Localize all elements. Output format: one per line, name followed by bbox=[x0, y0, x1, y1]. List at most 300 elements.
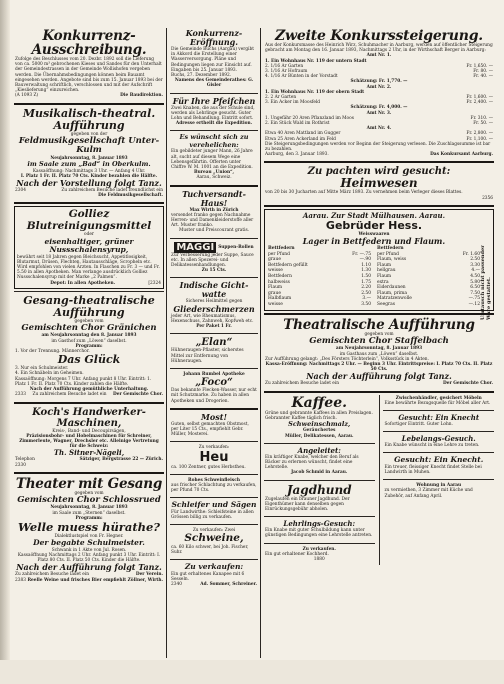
price-label: hellgrau bbox=[377, 268, 396, 274]
ad-footer: Zu zahlreichem Besuche ladet ein bbox=[15, 572, 89, 578]
ad-angeleitet bbox=[264, 446, 375, 478]
ad-text: Guten, selbst gemachten Obstmost, per Liter 15 Cts., empfiehlt Gebr. Müller, Mosterei. bbox=[171, 421, 249, 438]
lot-row-label: 2. Ein Stück Wald im Rothrist bbox=[265, 121, 330, 127]
column-left bbox=[14, 28, 164, 660]
ad-text: Aus der Konkursmasse des Heinrich Wirz, Schuhmacher in Aarburg, werden auf öffentlicher Steigerung gebracht am Montag den 16. Januar 1893, Nachmittags 2 Uhr, in der Wirthschaft Berger in Aarburg: bbox=[265, 43, 493, 54]
ad-info: Kassaöffnung: Morgens 7 Uhr. Anfang punkt 8 Uhr. Eintritt: 1. Platz 1 Fr. II. Platz 70 Cts. Kinder zahlen die Hälfte. bbox=[15, 376, 152, 387]
ad-lebelangs bbox=[383, 434, 494, 450]
ad-info: Kassaöffnung: Nachmittags 3 Uhr. — Anfang 4 Uhr. bbox=[32, 168, 146, 174]
ad-price: Per Paket 1 Fr. bbox=[196, 324, 232, 330]
ad-zu-verkaufen bbox=[170, 562, 258, 589]
price-label: Bettfedern bbox=[268, 274, 292, 280]
lot-row-value: Fr. 40. — bbox=[473, 74, 493, 80]
ad-firm: Max Wirth in Zürich bbox=[189, 207, 239, 213]
lot-row-label: 2. 2 Ar Garten bbox=[265, 95, 297, 101]
ad-schweine bbox=[170, 527, 258, 557]
ad-elan bbox=[170, 336, 258, 366]
ad-title: Wohnung in Aarau bbox=[416, 483, 462, 489]
price-value: 1.50 bbox=[361, 274, 371, 280]
ad-title: Golliez Blutreinigungsmittel bbox=[26, 208, 152, 232]
ad-headline: „Elan“ bbox=[195, 337, 233, 349]
ad-text: bewährt seit 18 Jahren gegen Bleichsucht, Appetitlosigkeit, Blutarmut, Drüsen, Flechten, Hautausschläge, Scropheln etc. Wird empfohlen von vielen Ärzten. In Flaschen zu Fr. 3 — und Fr. 5.50 in allen Apotheken. Man verlange ausdrücklich Golliez Nussschalensyrup mit der Marke „2 Palmen“. bbox=[17, 254, 160, 281]
program-item: 4. Ein Schnäbeln im Geheimen. bbox=[15, 371, 84, 377]
price-value: 3.30 bbox=[470, 262, 480, 268]
divider bbox=[264, 205, 494, 207]
ad-subtitle: Kreis-, Band- und Decoupirsägen, bbox=[52, 428, 126, 434]
ad-text: Zur Aufführung gelangt: „Des Försters Töchterlein“, Volksstück in 4 Akten. bbox=[265, 356, 429, 362]
ad-depot: Depot: In allen Apotheken. bbox=[50, 280, 116, 286]
ad-text: Ein gebildeter junger Mann, 26 Jahre alt, sucht auf diesem Wege eine Lebensgefährtin. Offerten unter Chiffre W. M. 1001 an die Expedition. bbox=[171, 149, 253, 171]
ad-lehrlings bbox=[264, 519, 375, 540]
ad-bureau: Bureau „Union“, bbox=[193, 170, 235, 176]
ad-code: 2340 bbox=[171, 582, 182, 588]
ad-society: Feldmusikgesellschaft Unter-Kulm bbox=[18, 135, 160, 156]
ad-footer: Muster und Preiscourant gratis. bbox=[178, 228, 250, 234]
lot-title: Amt Nr. 4. bbox=[366, 126, 392, 132]
divider bbox=[14, 202, 164, 204]
side-note bbox=[480, 240, 492, 320]
divider bbox=[170, 277, 258, 278]
price-label: per Pfund bbox=[268, 251, 290, 257]
ad-theatralische bbox=[264, 317, 494, 389]
lot-row-value: Fr. 50. — bbox=[473, 121, 493, 127]
divider bbox=[170, 93, 258, 94]
ad-pfeifchen bbox=[170, 96, 258, 129]
ad-title: Gesucht: Ein Knecht bbox=[398, 412, 480, 422]
ad-price: Zu 15 Cts. bbox=[201, 268, 227, 274]
ad-title: Zu verkaufen: bbox=[184, 562, 244, 572]
ad-title: Theatralische Aufführung bbox=[283, 316, 475, 333]
ad-konkurrenz-eroeffnung bbox=[170, 28, 258, 91]
ad-text: Präzisionsbohr- und Hobelmaschinen für Schreiner, Zimmerleute, Wagner, Drechsler etc. Alleinige Vertretung für die Schweiz: bbox=[19, 433, 159, 450]
bottom-ads-right bbox=[383, 395, 494, 566]
ad-most bbox=[170, 412, 258, 440]
lot-title: Amt Nr. 2. bbox=[366, 84, 392, 90]
ad-society: Gemischten Chor Staffelbach bbox=[309, 335, 449, 346]
program-play: Welle muess hürathe? bbox=[17, 520, 161, 535]
ad-date: Neujahrsonntag, 8. Januar 1893 bbox=[50, 505, 128, 511]
ad-address: Sätziger, Bergstrasse 22 — Zürich. bbox=[79, 457, 163, 463]
ad-text: Hühneraugen-Pflaster, sicherstes Mittel zur Entfernung von Hühneraugen. bbox=[171, 348, 244, 364]
divider bbox=[14, 103, 164, 105]
ad-signature: Namens des Gemeinderathes: G. Gisler bbox=[174, 78, 254, 89]
ad-product: eisenhaltiger, grüner Nussschalensyrup, bbox=[44, 236, 134, 255]
price-label: Flaum, prima bbox=[377, 290, 407, 296]
lot-line: 1. Ein Wohnhaus Nr. 119 der untern Stadt bbox=[265, 58, 367, 64]
divider bbox=[14, 291, 164, 292]
lot-row-label: 3. Ein Acker im Moosfeld bbox=[265, 100, 321, 106]
divider bbox=[264, 391, 494, 393]
price-label: extra bbox=[377, 279, 389, 285]
ad-text: zu vermiethen, 3 Zimmer mit Küche und Zubehör, auf Anfang April. bbox=[384, 488, 473, 499]
ad-headline: Jagdhund bbox=[286, 482, 352, 497]
ad-city: Aarau, Schweiz. bbox=[196, 175, 232, 181]
ad-signature: Die Baudirektion. bbox=[120, 93, 163, 99]
price-value: —.90 bbox=[359, 257, 371, 263]
divider bbox=[170, 441, 258, 442]
price-value: 3.50 bbox=[361, 302, 371, 308]
ad-maggi bbox=[170, 241, 258, 276]
lot-row-label: Etwa 25 Aren Ackerland im Feld bbox=[265, 136, 336, 142]
ad-text: Zufolge des Beschlusses vom 20. Dezbr. 1892 soll die Lieferung von ca. 5000 m³ gebrochenen Kieses und Sandes für den Unterhalt der Gemeindestrassen in der Gemeinde Wollishofen vergeben werden. Die Übernahmsbedingungen können beim Bauamt eingesehen werden. Angebote sind bis zum 15. Januar 1893 bei der Bauverwaltung schriftlich, verschlossen und mit der Aufschrift „Kieslieferung“ einzureichen. bbox=[15, 57, 163, 94]
lot-row-label: 2. 1/16 Ar Garten bbox=[265, 63, 304, 69]
ad-signature: Jacob Schmid in Aarau. bbox=[291, 470, 348, 476]
ad-place: im Saale zum „Sternen“ daselbst. bbox=[52, 510, 126, 516]
divider bbox=[264, 543, 375, 544]
price-value: 6.50 bbox=[470, 285, 480, 291]
price-value: 1.30 bbox=[361, 268, 371, 274]
price-label: graue bbox=[268, 290, 281, 296]
price-label: Seegras bbox=[377, 302, 395, 308]
divider bbox=[383, 452, 494, 453]
ad-subtitle: gegeben von der bbox=[70, 131, 108, 137]
ad-koch-maschinen bbox=[14, 406, 164, 470]
ad-golliez bbox=[14, 206, 164, 288]
lot-row-value: Fr. 1,100. — bbox=[466, 136, 493, 142]
ad-tanz: Nach der Aufführung folgt Tanz. bbox=[306, 371, 452, 382]
lot-row-value: Fr. 2,800. — bbox=[466, 131, 493, 137]
lot-row-label: 4. 1/16 Ar Bünten in der Vorstadt bbox=[265, 74, 338, 80]
price-label: Halbflaum bbox=[268, 296, 292, 302]
divider bbox=[264, 313, 494, 315]
ad-date: am Neujahrsonntag den 8. Januar 1893 bbox=[41, 333, 137, 339]
program-item: 1. Vor der Trennung. Männerchor. bbox=[15, 349, 90, 355]
divider bbox=[170, 333, 258, 334]
ad-headline: Most! bbox=[201, 411, 227, 422]
divider bbox=[170, 408, 258, 410]
ad-text: Grüne und gebrannte Kaffees in allen Preislagen. Gebrannter Kaffee täglich frisch. bbox=[265, 410, 373, 421]
ad-pacht-gesucht bbox=[264, 165, 494, 202]
price-label: weisse bbox=[268, 268, 283, 274]
ad-signature: Das Konkursamt Aarburg. bbox=[430, 152, 493, 158]
price-value: 4.50 bbox=[470, 274, 480, 280]
ad-text: Zwei Knaben, die aus der Schule sind, werden als Lehrlinge gesucht. Guter Lohn und Behandlung. Eintritt sofort. bbox=[171, 105, 255, 122]
lot-row-value: Fr. 2,400. — bbox=[466, 100, 493, 106]
ad-title: Schleifer und Sägen bbox=[171, 500, 257, 510]
ad-footer: Zu zahlreichem Besuche ladet freundlichst ein bbox=[61, 187, 163, 193]
ad-text: Ein Knabe mit guter Schulbildung kann unter günstigen Bedingungen eine Lehrstelle antreten. bbox=[265, 528, 373, 539]
lot-row-value: Fr. 1,600. — bbox=[466, 95, 493, 101]
price-label: halbweiss bbox=[268, 279, 290, 285]
divider bbox=[14, 472, 164, 474]
divider bbox=[264, 480, 375, 481]
ad-tanz: Nach der Vorstellung folgt Tanz. bbox=[16, 177, 162, 188]
ad-text: aus frischer Schlachtung zu verkaufen, per Pfund 70 Cts. bbox=[171, 482, 257, 494]
ad-theater-gesang bbox=[14, 476, 164, 585]
divider bbox=[14, 402, 164, 404]
program-note: Dialektlustspiel von Fr. Hegner. bbox=[54, 534, 124, 540]
ad-code: 1880 bbox=[313, 557, 325, 563]
ad-text: ca. 60 Kilo schwer, bei Joh. Fischer, Suhr. bbox=[171, 544, 249, 556]
ad-subtitle: oder bbox=[84, 232, 94, 238]
price-value: 7.50 bbox=[470, 290, 480, 296]
program-play: Das Glück bbox=[57, 353, 121, 367]
ad-kaffee bbox=[264, 395, 375, 441]
ad-gesucht-knecht bbox=[383, 413, 494, 429]
price-label: Matratzenwolle bbox=[377, 296, 412, 302]
ad-text: von 20 bis 30 Jucharten auf Mitte März 1893. Zu vernehmen beim Verleger dieses Blattes. bbox=[265, 190, 463, 196]
ad-subtitle: gegeben vom bbox=[364, 331, 394, 337]
ad-text: Zugelaufen ein brauner Jagdhund. Der Eigenthümer kann denselben gegen Einrückungsgebühr abholen. bbox=[265, 496, 350, 513]
ad-tuchversandt bbox=[170, 189, 258, 236]
ad-title: Lebelangs-Gesuch. bbox=[401, 434, 476, 444]
price-value: 3.— bbox=[362, 296, 371, 302]
program-play: Der begabte Schulmeister. bbox=[33, 538, 145, 548]
ad-title: Gesang-theatralische Aufführung bbox=[23, 293, 155, 319]
ad-headline: Schweine, bbox=[184, 532, 244, 545]
ad-title: Es wünscht sich zu verehelichen: bbox=[179, 133, 249, 149]
ad-title: Musikalisch-theatral. Aufführung bbox=[22, 106, 156, 132]
price-label: Eiderdaunen bbox=[377, 285, 406, 291]
ad-verkaufen-small bbox=[264, 546, 375, 565]
price-label: Flaum bbox=[268, 285, 283, 291]
ad-title: Zwischenhändler, gesichert Möbeln bbox=[395, 395, 482, 401]
ad-subtitle: gegeben vom bbox=[74, 318, 104, 324]
price-table-right bbox=[376, 246, 481, 308]
lot-row-label: 1. Ungefähr 20 Aren Pflanzland im Moos bbox=[265, 115, 354, 121]
ad-date: am Neujahrsonntag, 8. Januar 1893 bbox=[335, 346, 423, 352]
ad-signature: Zöllner, Wirth. bbox=[127, 577, 163, 583]
divider bbox=[264, 161, 494, 163]
ad-text: Für Landwirthe: Schleifsteine in allen Grössen billig zu verkaufen. bbox=[171, 509, 254, 521]
lot-total: Schätzung: Fr. 4,000. — bbox=[350, 105, 408, 111]
ad-signature: Ad. Sommer, Schreiner. bbox=[200, 582, 257, 588]
ad-title: Lehrlings-Gesuch: bbox=[283, 519, 356, 529]
ad-date: Aarburg, den 3. Januar 1893. bbox=[265, 152, 329, 158]
ad-subtitle: Weisswaaren bbox=[358, 231, 390, 237]
ad-code: 2330 bbox=[15, 462, 26, 468]
divider bbox=[383, 479, 494, 480]
ad-date: Buchs, 27. Dezember 1892. bbox=[171, 73, 232, 79]
price-value: 2.50 bbox=[361, 290, 371, 296]
ad-heu bbox=[170, 444, 258, 471]
column-right bbox=[264, 28, 494, 660]
ad-place: im Gasthaus zum „Löwen“ daselbst. bbox=[339, 351, 419, 357]
ad-text: Zur Verbesserung jeder Suppe, Sauce etc. In allen Spezerei- und Delikatessenhandlungen. bbox=[171, 252, 254, 269]
price-label: per Pfund bbox=[377, 251, 399, 257]
ad-prices: I. Platz 1 Fr. II. Platz 70 Cts. Kinder bezahlen die Hälfte. bbox=[20, 173, 158, 179]
divider bbox=[170, 130, 258, 131]
ad-signature: Der Gemischte Chor. bbox=[443, 381, 493, 387]
divider bbox=[170, 497, 258, 498]
price-value: 1.75 bbox=[361, 279, 371, 285]
ad-title: Zu verkaufen. bbox=[302, 546, 336, 552]
ad-text: jeder Art, wie Rheumatismus, Hexenschuss, Zahnweh, Kopfweh etc. bbox=[171, 313, 254, 324]
ad-tanz: Nach der Aufführung folgt Tanz. bbox=[16, 562, 162, 573]
page-edge-shadow bbox=[0, 0, 10, 684]
price-value: 1.10 bbox=[361, 262, 371, 268]
ad-footer: Zu zahlreichem Besuche ladet ein bbox=[32, 392, 107, 398]
divider bbox=[170, 559, 258, 560]
lot-total: Schätzung: Fr. 1,770. — bbox=[350, 79, 408, 85]
divider bbox=[264, 443, 375, 444]
divider bbox=[383, 410, 494, 411]
ad-product: Schweinschmalz, bbox=[288, 419, 351, 428]
divider bbox=[170, 368, 258, 369]
column-rule bbox=[260, 28, 261, 658]
ad-place: im Gasthof zum „Löwen“ daselbst. bbox=[51, 338, 127, 344]
inner-rule bbox=[379, 395, 380, 566]
program-item: 3. Nur ein Schulmeister. bbox=[15, 366, 69, 372]
ad-footer: Die Steigerungsbedingungen werden vor Beginn der Steigerung verlesen. Die Zuschlagssumme ist bar zu bezahlen. bbox=[265, 141, 491, 153]
price-value: —.75 bbox=[468, 296, 480, 302]
ad-gesucht-knecht-2 bbox=[383, 455, 494, 477]
price-value: 5.80 bbox=[470, 279, 480, 285]
ad-date: Neujahrsonntag, 8. Januar 1893 bbox=[50, 155, 128, 161]
ad-footer: Zu zahlreichem Besuche ladet ein bbox=[265, 381, 339, 387]
ad-code: 2383 bbox=[15, 577, 26, 583]
price-label: Flaum bbox=[377, 274, 392, 280]
ad-title: Konkurrenz-Eröffnung. bbox=[185, 28, 243, 47]
ad-title: Zu pachten wird gesucht: bbox=[307, 166, 451, 178]
ad-signature: Müller, Delikatessen, Aarau. bbox=[284, 433, 354, 439]
price-value: —.12 bbox=[468, 302, 480, 308]
ad-title: Gesucht: Ein Knecht. bbox=[394, 455, 484, 465]
ad-address: Adresse ertheilt die Expedition. bbox=[175, 121, 253, 127]
divider bbox=[264, 516, 375, 517]
ad-schleifer bbox=[170, 500, 258, 522]
ad-headline: „Foco“ bbox=[195, 377, 233, 389]
ad-subtitle: gegeben vom bbox=[74, 490, 104, 496]
ad-text: Ein Knabe wünscht in eine Lehre zu treten. bbox=[384, 443, 480, 449]
ad-phone: Telephon bbox=[15, 457, 35, 463]
bottom-ads bbox=[264, 395, 494, 566]
ad-title: Rohes Schweinfleisch bbox=[188, 477, 240, 483]
maggi-logo: MAGGI bbox=[176, 241, 215, 253]
ad-title: Konkurrenz-Ausschreibung. bbox=[31, 28, 147, 58]
ad-code: 2333 bbox=[15, 392, 26, 398]
divider bbox=[170, 524, 258, 525]
lot-title: Amt Nr. 3. bbox=[366, 110, 392, 116]
ad-text: Das bekannte Flecken-Wasser, nur echt mit Schutzmarke. Zu haben in allen Apotheken und Drogerien. bbox=[171, 388, 257, 404]
price-label: Flaum, weiss bbox=[377, 257, 407, 263]
ad-verehelichen bbox=[170, 133, 258, 182]
side-note-text: Umtausch nicht passender Ware gestattet. bbox=[480, 245, 492, 320]
ad-text: Ein gut erhaltener Kochherd. bbox=[265, 551, 329, 557]
price-head: Bettfedern bbox=[268, 246, 295, 252]
column-rule bbox=[166, 28, 167, 658]
ad-code: (A 1093 Z) bbox=[15, 93, 39, 99]
ad-product: Geräuchertes bbox=[303, 428, 336, 434]
program-label: Programm: bbox=[75, 515, 103, 521]
price-label: weisse bbox=[268, 302, 283, 308]
ad-konkurssteigerung bbox=[264, 28, 494, 159]
ad-musik-theatral bbox=[14, 107, 164, 201]
price-value: 2.20 bbox=[361, 285, 371, 291]
lot-row-value: Fr. 1,650. — bbox=[466, 63, 493, 69]
ad-info: Kassaöffnung Nachmittags 2 Uhr. Anfang punkt 3 Uhr. Eintritt: I. Platz 80 Cts. II. Platz 50 Cts. Kinder die Hälfte. bbox=[17, 552, 161, 564]
ad-schweinfleisch bbox=[170, 477, 258, 496]
program-note: Schwank in 1 Akte von Jul. Rosen. bbox=[51, 547, 127, 553]
price-label: Flaum bbox=[377, 262, 392, 268]
ad-signature: Der Gemischte Chor. bbox=[113, 392, 163, 398]
price-table-left bbox=[267, 246, 372, 308]
ad-text: Sofortiger Eintritt. Guter Lohn. bbox=[384, 421, 453, 427]
lot-row-label: Etwa 40 Aren Mattland im Gugger bbox=[265, 131, 341, 137]
ad-code: 2356 bbox=[482, 195, 493, 201]
divider bbox=[170, 238, 258, 239]
lot-row-value: Fr. 80. — bbox=[473, 69, 493, 75]
ad-title: Koch's Handwerker-Maschinen, bbox=[32, 406, 146, 429]
ad-text: Ein kräftiger Knabe, welcher den Beruf als Bäcker zu erlernen wünscht, findet eine Lehrstelle. bbox=[265, 454, 359, 471]
ad-agent: Th. Sitner-Nägeli, bbox=[53, 448, 125, 458]
ad-title: Johann Rumbel Apotheke bbox=[183, 371, 245, 377]
price-value: Fr. —.75 bbox=[352, 251, 371, 257]
ad-jagdhund bbox=[264, 483, 375, 515]
ad-text: ca. 100 Zentner, gutes Herbstheu. bbox=[171, 464, 246, 470]
price-label: Bettfedern gefüllt bbox=[268, 262, 308, 268]
ad-title: Tuchversandt-Haus! bbox=[182, 188, 246, 208]
column-middle bbox=[170, 28, 258, 660]
price-value: 4.— bbox=[471, 268, 480, 274]
lot-title: Amt Nr. 1. bbox=[366, 53, 392, 59]
ad-title: Für Ihre Pfeifchen bbox=[172, 95, 256, 106]
ad-place: im Saale zum „Bad“ in Oberkulm. bbox=[27, 160, 151, 169]
price-head: Bettfedern bbox=[377, 246, 404, 252]
ad-gesang-theatral bbox=[14, 294, 164, 400]
ad-label: Zu verkaufen: Zwei bbox=[192, 528, 236, 534]
ad-headline: Heimwesen bbox=[340, 176, 418, 191]
ad-footer: Reelle Weine und frisches Bier empfiehlt bbox=[27, 577, 127, 583]
ad-title: Theater mit Gesang bbox=[15, 475, 163, 492]
ad-label: Zu verkaufen: bbox=[198, 445, 230, 451]
lot-row-value: Fr. 310. — bbox=[470, 115, 493, 121]
ad-signature: Der Verein. bbox=[135, 572, 163, 578]
divider bbox=[170, 185, 258, 187]
ad-moebel bbox=[383, 395, 494, 408]
divider bbox=[383, 431, 494, 432]
ad-text: Ein treuer, fleissiger Knecht findet Stelle bei Landwirth in Muhen. bbox=[384, 464, 482, 476]
lot-row-label: 3. 1/16 Ar Hofraum bbox=[265, 69, 308, 75]
ad-society: Gemischten Chor Gränichen bbox=[21, 322, 157, 333]
ad-text: Eine bewährte Bezugsquelle für Möbel aller Art. bbox=[384, 400, 491, 406]
ad-info: Kassa-Eröffnung: Nachmittags 2 Uhr. — Beginn 3 Uhr. Eintrittspreise: I. Platz 70 Cts. II. Platz 50 Cts. bbox=[265, 361, 493, 373]
ad-headline: Gliederschmerzen bbox=[173, 303, 255, 314]
bottom-ads-left bbox=[264, 395, 375, 566]
ad-title: Indische Gicht-watte bbox=[179, 280, 249, 300]
ad-signature: Die Feldmusikgesellschaft. bbox=[98, 193, 163, 199]
divider bbox=[170, 474, 258, 475]
ad-text: Ein gut erhaltenes Kanapee mit 6 Sesseln. bbox=[171, 571, 245, 583]
price-value: Fr. 1.60 bbox=[462, 251, 480, 257]
ad-title: Zweite Konkurssteigerung. bbox=[275, 28, 483, 44]
ad-subtitle: Suppen-Rollen bbox=[218, 244, 254, 250]
ad-subtitle: Sicheres Heilmittel gegen bbox=[185, 299, 243, 305]
ad-text: Die Gemeinde Buchs (Aargau) vergibt in Akkord die Erstellung einer Wasserversorgung. Pläne und Bedingungen liegen zur Einsicht auf. Eingaben bis 25. Januar 1893. bbox=[171, 47, 254, 73]
ad-firm: Gebrüder Hess. bbox=[325, 218, 423, 232]
price-value: 2.50 bbox=[470, 257, 480, 263]
ad-gebrueder-hess bbox=[264, 209, 494, 320]
ad-konkurrenz-ausschreibung bbox=[14, 28, 164, 101]
ad-headline: Kaffee. bbox=[291, 394, 347, 411]
ad-header: Aarau. Zur Stadt Mülhausen. Aarau. bbox=[302, 210, 446, 220]
ad-title: Angeleitet: bbox=[297, 445, 341, 455]
page-bottom-margin bbox=[0, 660, 504, 684]
ad-wohnung bbox=[383, 482, 494, 501]
ad-tanz: Nach der Aufführung gemüthliche Unterhaltung. bbox=[29, 387, 149, 393]
ad-gicht-watte bbox=[170, 280, 258, 331]
price-label: graue bbox=[268, 257, 281, 263]
ad-headline: Heu bbox=[199, 449, 229, 465]
program-label: Programm: bbox=[75, 343, 103, 349]
ad-lager: Lager in Bettfedern und Flaum. bbox=[302, 236, 446, 247]
ad-code: [2324 bbox=[148, 280, 161, 286]
ad-johann bbox=[170, 371, 258, 406]
ad-society: Gemischten Chor Schlossrued bbox=[17, 494, 161, 505]
lot-line: 1. Ein Wohnhaus Nr. 119 der obern Stadt bbox=[265, 89, 365, 95]
ad-text: versendet franko gegen Nachnahme Herren- und Damenkleiderstoffe aller Art. Muster franko. bbox=[171, 212, 254, 229]
ad-code: 2304 bbox=[15, 187, 26, 193]
